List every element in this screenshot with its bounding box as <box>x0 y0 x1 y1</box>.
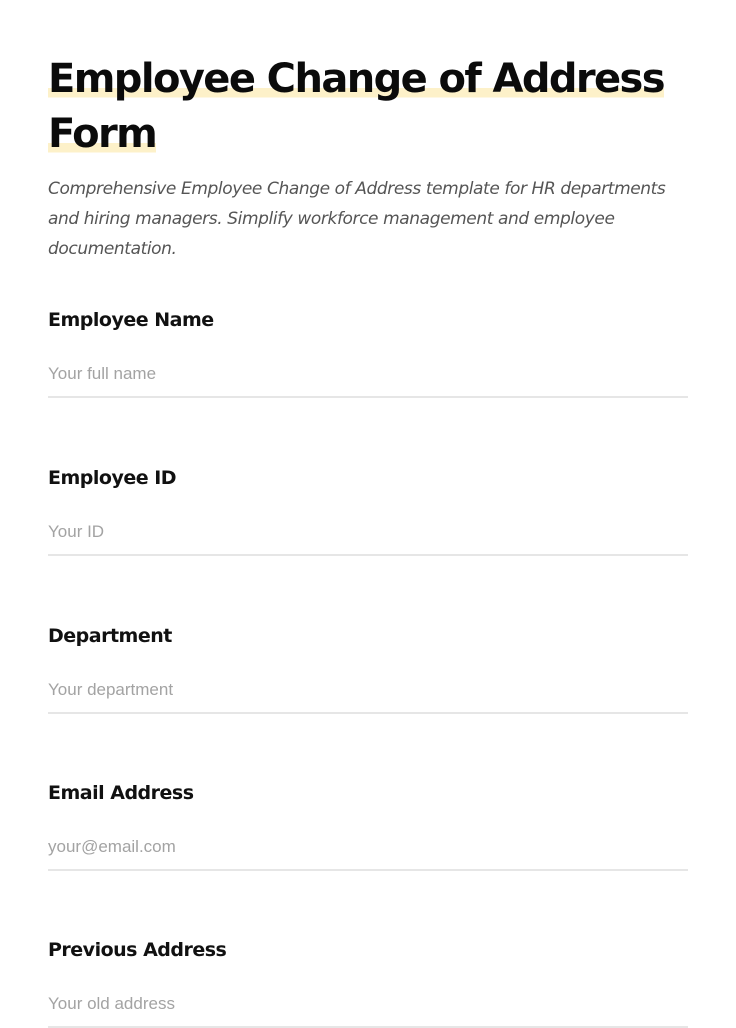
field-department <box>48 624 688 714</box>
field-previous-address <box>48 938 688 1028</box>
field-employee-name <box>48 308 688 398</box>
department-input[interactable] <box>48 680 688 714</box>
form-description: Comprehensive Employee Change of Address template for HR departments and hiring managers. Simplify workforce management and employee documentation. <box>48 179 666 259</box>
email-address-label: Email Address <box>48 782 194 804</box>
employee-name-label: Employee Name <box>48 309 214 331</box>
email-address-input[interactable] <box>48 837 688 871</box>
field-employee-id <box>48 466 688 556</box>
employee-name-input[interactable] <box>48 364 688 398</box>
form-container <box>48 0 688 961</box>
form-title-text: Employee Change of Address Form <box>48 56 664 157</box>
field-email-address <box>48 781 688 871</box>
employee-id-input[interactable] <box>48 522 688 556</box>
previous-address-label: Previous Address <box>48 939 227 961</box>
previous-address-input[interactable] <box>48 994 688 1028</box>
form-title <box>48 52 688 162</box>
department-label: Department <box>48 625 172 647</box>
employee-id-label: Employee ID <box>48 467 177 489</box>
